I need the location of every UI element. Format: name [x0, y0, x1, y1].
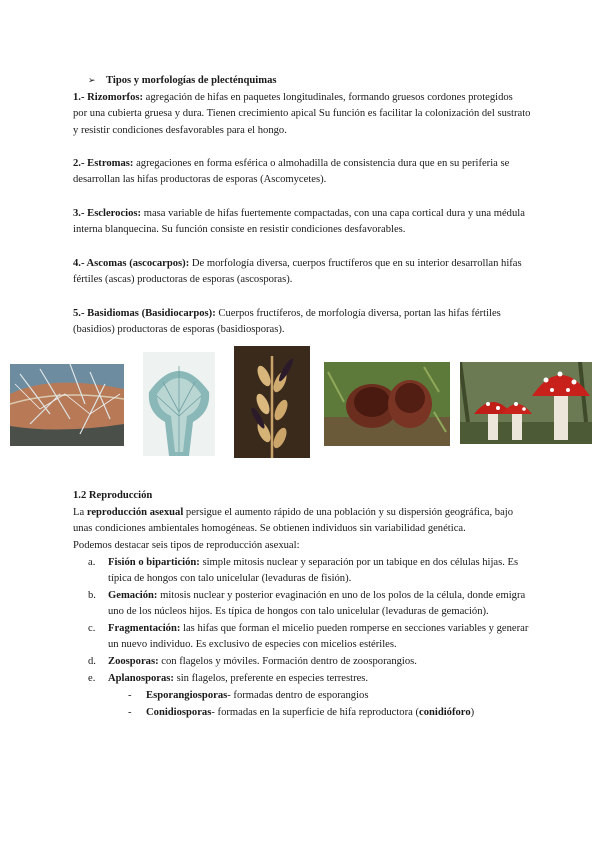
list-marker-d: d.: [88, 656, 96, 667]
type-rizomorfos-line2: por una cubierta gruesa y dura. Tienen crecimiento apical Su función es facilitar la colonización del sustrato: [73, 108, 531, 119]
type-ascomas-line1: 4.- Ascomas (ascocarpos): De morfología diversa, cuerpos fructíferos que en su interior desarrollan hifas: [73, 258, 522, 269]
sublist-marker-2: -: [128, 707, 132, 718]
type-estromas-line1: 2.- Estromas: agregaciones en forma esférica o almohadilla de consistencia dura que en su periferia se: [73, 158, 510, 169]
type-basidiomas-line2: (basidios) productoras de esporas (basidiosporas).: [73, 324, 285, 335]
list-marker-b: b.: [88, 590, 96, 601]
list-item-fragmentacion: Fragmentación: las hifas que forman el micelio pueden romperse en secciones variables y generar: [108, 623, 529, 634]
list-item-gemacion: Gemación: mitosis nuclear y posterior evaginación en uno de los polos de la célula, donde emigra: [108, 590, 526, 601]
type-ascomas-line2: fértiles (ascas) productoras de esporas (ascosporas).: [73, 274, 293, 285]
rhizomorph-photo: [10, 364, 124, 446]
list-marker-e: e.: [88, 673, 96, 684]
list-marker-a: a.: [88, 557, 96, 568]
list-item-fision: Fisión o bipartición: simple mitosis nuclear y separación por un tabique en dos células hijas. Es: [108, 557, 519, 568]
type-esclerocios-line1: 3.- Esclerocios: masa variable de hifas fuertemente compactadas, con una capa cortical dura y una médula: [73, 208, 525, 219]
reproduction-title: 1.2 Reproducción: [73, 490, 153, 501]
sublist-item-esporangiosporas: Esporangiosporas- formadas dentro de esporangios: [146, 690, 369, 701]
sublist-marker-1: -: [128, 690, 132, 701]
list-item-aplanosporas: Aplanosporas: sin flagelos, preferente en especies terrestres.: [108, 673, 369, 684]
amanita-mushrooms-photo: [460, 362, 592, 444]
list-item-zoosporas: Zoosporas: con flagelos y móviles. Formación dentro de zoosporangios.: [108, 656, 417, 667]
reproduction-intro-line2: unas condiciones ambientales homogéneas. Se obtienen individuos sin variabilidad genética.: [73, 523, 466, 534]
type-basidiomas-line1: 5.- Basidiomas (Basidiocarpos): Cuerpos fructíferos, de morfología diversa, portan las hifas fértiles: [73, 308, 501, 319]
type-rizomorfos-line3: y resistir condiciones desfavorables para el hongo.: [73, 125, 287, 136]
list-item-fision-cont: típica de hongos con talo unicelular (levaduras de fisión).: [108, 573, 352, 584]
list-item-gemacion-cont: uno de los núcleos hijos. Es típica de hongos con talo unicelular (levaduras de gemación).: [108, 606, 489, 617]
sublist-item-conidiosporas: Conidiosporas- formadas en la superficie de hifa reproductora (conidióforo): [146, 707, 475, 718]
stroma-section-photo: [143, 352, 215, 456]
list-item-fragmentacion-cont: un nuevo individuo. Es exclusivo de especies con micelios estériles.: [108, 639, 397, 650]
reproduction-intro-line1: La reproducción asexual persigue el aumento rápido de una población y su dispersión geográfica, bajo: [73, 507, 514, 518]
list-marker-c: c.: [88, 623, 96, 634]
type-estromas-line2: desarrollan las hifas productoras de esporas (Ascomycetes).: [73, 174, 327, 185]
ascocarp-cups-photo: [324, 362, 450, 446]
arrow-bullet-icon: ➢: [88, 76, 96, 86]
type-rizomorfos-line1: 1.- Rizomorfos: agregación de hifas en paquetes longitudinales, formando gruesos cordones protegidos: [73, 92, 513, 103]
sclerotia-wheat-photo: [234, 346, 310, 458]
heading-title: Tipos y morfologías de plecténquimas: [106, 75, 277, 86]
reproduction-intro-line3: Podemos destacar seis tipos de reproducción asexual:: [73, 540, 300, 551]
section-heading: [88, 74, 277, 88]
type-esclerocios-line2: interna blanquecina. Su función consiste en resistir condiciones desfavorables.: [73, 224, 406, 235]
